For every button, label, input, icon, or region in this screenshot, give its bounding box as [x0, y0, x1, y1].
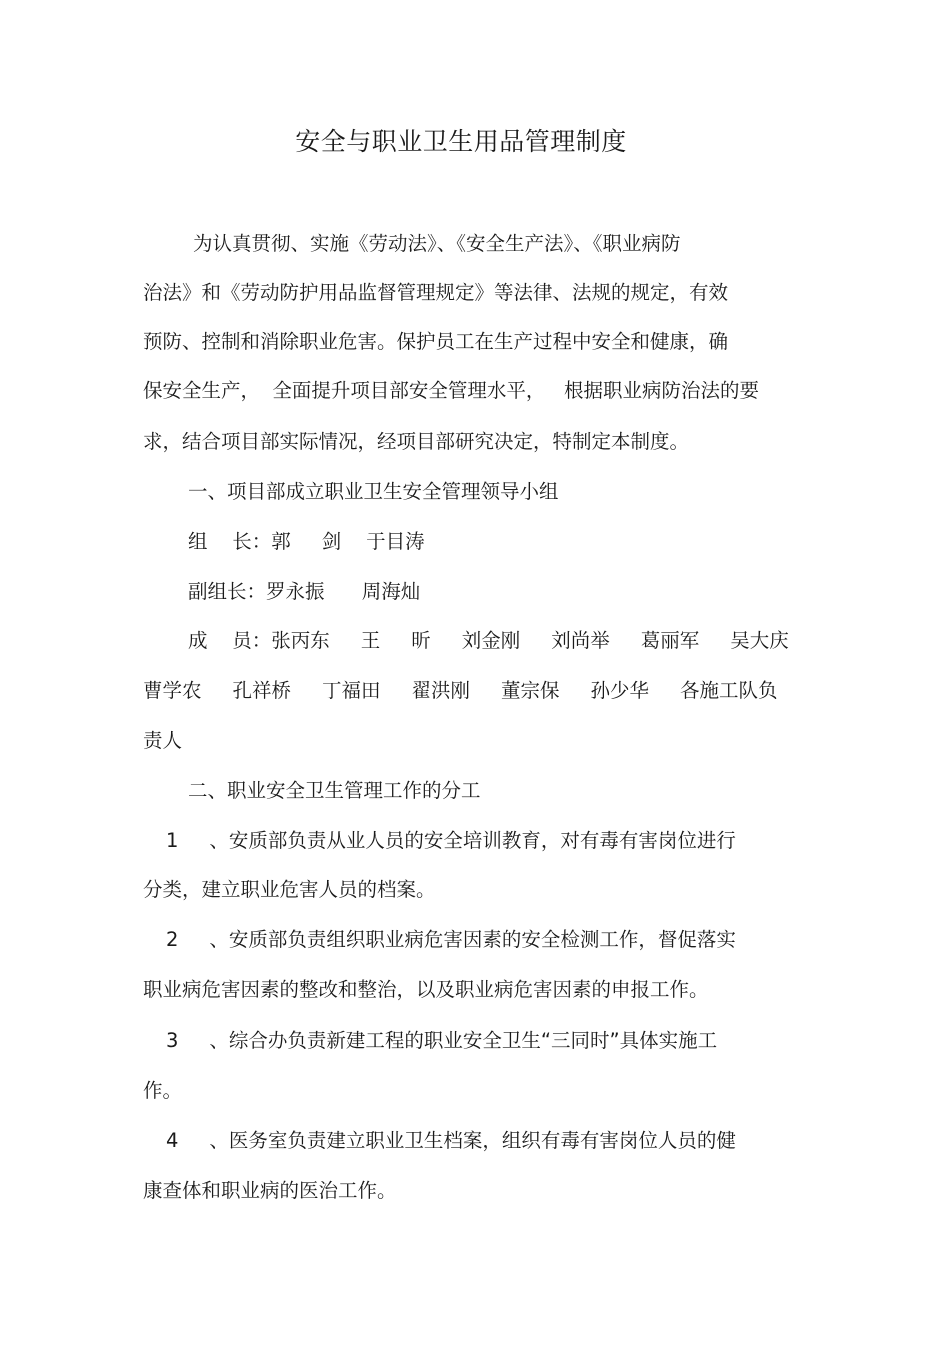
paragraph-line: 预防、控制和消除职业危害。保护员工在生产过程中安全和健康，确: [143, 330, 729, 353]
list-item: 作。: [143, 1079, 183, 1102]
paragraph-line: 治法》和《劳动防护用品监督管理规定》等法律、法规的规定，有效: [143, 281, 729, 304]
list-item: 康查体和职业病的医治工作。: [143, 1179, 397, 1202]
list-item: 职业病危害因素的整改和整治，以及职业病危害因素的申报工作。: [143, 978, 709, 1001]
list-item: 分类，建立职业危害人员的档案。: [143, 878, 436, 901]
paragraph-line: 求，结合项目部实际情况，经项目部研究决定，特制定本制度。: [143, 430, 690, 453]
document-title: 安全与职业卫生用品管理制度: [295, 127, 627, 156]
members-line: 责人: [143, 729, 183, 752]
list-item: 3 、综合办负责新建工程的职业安全卫生“三同时”具体实施工: [166, 1029, 718, 1052]
list-item: 1 、安质部负责从业人员的安全培训教育，对有毒有害岗位进行: [166, 829, 736, 852]
group-leader-line: 组 长：郭 剑 于目涛: [188, 530, 425, 553]
members-line: 曹学农 孔祥桥 丁福田 翟洪刚 董宗保 孙少华 各施工队负: [143, 679, 778, 702]
paragraph-line: 保安全生产， 全面提升项目部安全管理水平， 根据职业病防治法的要: [143, 379, 759, 402]
list-item: 4 、医务室负责建立职业卫生档案，组织有毒有害岗位人员的健: [166, 1129, 736, 1152]
section-heading: 二、职业安全卫生管理工作的分工: [188, 779, 481, 802]
section-heading: 一、项目部成立职业卫生安全管理领导小组: [188, 480, 559, 503]
members-line: 成 员：张丙东 王 昕 刘金刚 刘尚举 葛丽军 吴大庆: [188, 629, 789, 652]
paragraph-line: 为认真贯彻、实施《劳动法》、《安全生产法》、《职业病防: [193, 232, 681, 255]
deputy-leader-line: 副组长：罗永振 周海灿: [188, 580, 421, 603]
list-item: 2 、安质部负责组织职业病危害因素的安全检测工作，督促落实: [166, 928, 736, 951]
